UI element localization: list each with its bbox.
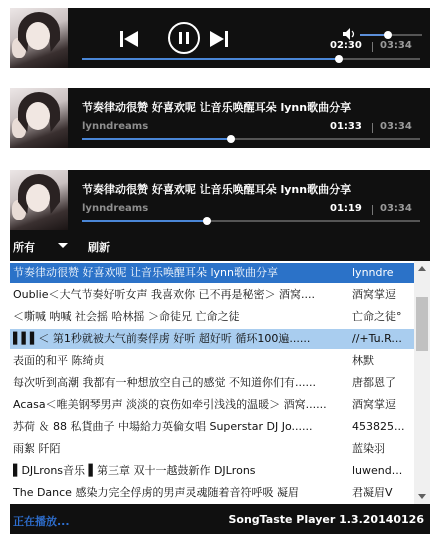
chevron-down-icon[interactable] bbox=[58, 243, 68, 248]
total-time: 03:34 bbox=[380, 203, 412, 214]
album-thumbnail bbox=[10, 8, 68, 68]
refresh-button[interactable]: 刷新 bbox=[88, 241, 110, 254]
next-button[interactable] bbox=[208, 28, 230, 50]
playlist-row[interactable] bbox=[10, 461, 414, 481]
track-title: 雨絮 阡陌 bbox=[13, 442, 61, 455]
album-thumbnail bbox=[10, 88, 68, 148]
track-title: 苏荷 ＆ 88 私貨曲子 中場給力英倫女唱 Superstar DJ Jo...... bbox=[13, 420, 313, 433]
playlist-row[interactable] bbox=[10, 439, 414, 459]
filter-dropdown[interactable]: 所有 bbox=[13, 241, 35, 254]
status-bar bbox=[10, 504, 430, 534]
playlist-row[interactable] bbox=[10, 373, 414, 393]
track-title: 节奏律动很赞 好喜欢呢 让音乐唤醒耳朵 lynn歌曲分享 bbox=[13, 266, 278, 279]
track-artist: //+Tu.R... bbox=[352, 332, 402, 345]
track-title: ＜嘶喊 呐喊 社会摇 哈林摇 ＞命徒兄 亡命之徒 bbox=[13, 310, 240, 323]
playlist-menu-bar bbox=[10, 230, 430, 260]
time-divider bbox=[372, 42, 373, 52]
playlist-row[interactable] bbox=[10, 307, 414, 327]
playlist-row[interactable] bbox=[10, 483, 414, 503]
progress-handle[interactable] bbox=[335, 55, 343, 63]
playlist-row[interactable] bbox=[10, 329, 414, 349]
song-title: 节奏律动很赞 好喜欢呢 让音乐唤醒耳朵 lynn歌曲分享 bbox=[82, 101, 352, 114]
playlist-scrollbar[interactable] bbox=[414, 261, 430, 504]
track-title: ▌▌▌＜ 第1秒就被大气前奏俘虏 好听 超好听 循环100遍...... bbox=[13, 332, 311, 345]
playlist-row[interactable] bbox=[10, 263, 414, 283]
playlist-row[interactable] bbox=[10, 395, 414, 415]
track-artist: 君凝眉V bbox=[352, 486, 393, 499]
scroll-down-icon[interactable] bbox=[418, 494, 426, 499]
time-divider bbox=[372, 123, 373, 133]
playlist-row[interactable] bbox=[10, 351, 414, 371]
track-artist: 亡命之徒° bbox=[352, 310, 402, 323]
player-full-controls bbox=[10, 8, 430, 68]
current-time: 02:30 bbox=[330, 40, 362, 51]
progress-bar[interactable] bbox=[82, 138, 420, 140]
progress-handle[interactable] bbox=[203, 217, 211, 225]
track-artist: luwend... bbox=[352, 464, 403, 477]
progress-bar[interactable] bbox=[82, 58, 420, 60]
track-title: The Dance 感染力完全俘虏的男声灵魂随着音符呼吸 凝眉 bbox=[13, 486, 299, 499]
next-icon bbox=[208, 28, 230, 50]
progress-handle[interactable] bbox=[227, 135, 235, 143]
playback-status: 正在播放... bbox=[13, 515, 70, 528]
pause-button[interactable] bbox=[168, 22, 200, 54]
playlist-row[interactable] bbox=[10, 285, 414, 305]
track-artist: 酒窝掌逗 bbox=[352, 398, 396, 411]
time-divider bbox=[372, 205, 373, 215]
track-artist: 酒窝掌逗 bbox=[352, 288, 396, 301]
album-thumbnail bbox=[10, 170, 68, 230]
track-artist: 453825... bbox=[352, 420, 405, 433]
current-time: 01:33 bbox=[330, 121, 362, 132]
current-time: 01:19 bbox=[330, 203, 362, 214]
player-with-playlist bbox=[10, 170, 430, 534]
scrollbar-thumb[interactable] bbox=[416, 297, 428, 351]
scroll-up-icon[interactable] bbox=[418, 266, 426, 271]
previous-icon bbox=[118, 28, 140, 50]
volume-slider[interactable] bbox=[360, 34, 422, 36]
track-title: ▌DJLrons音乐 ▌第三章 双十一越鼓新作 DJLrons bbox=[13, 464, 256, 477]
player-mini bbox=[10, 88, 430, 148]
playlist-row[interactable] bbox=[10, 417, 414, 437]
track-artist: 蓝染羽 bbox=[352, 442, 385, 455]
progress-fill bbox=[82, 220, 207, 222]
track-artist: 唐都恩了 bbox=[352, 376, 396, 389]
song-artist: lynndreams bbox=[82, 121, 149, 132]
track-title: Acasa＜唯美钢琴男声 淡淡的哀伤如牵引浅浅的温暖＞ 酒窝...... bbox=[13, 398, 327, 411]
volume-icon[interactable] bbox=[342, 27, 356, 41]
track-title: Oublie＜大气节奏好听女声 我喜欢你 已不再是秘密＞ 酒窝.... bbox=[13, 288, 315, 301]
progress-bar[interactable] bbox=[82, 220, 420, 222]
track-artist: 林默 bbox=[352, 354, 374, 367]
pause-icon bbox=[177, 31, 191, 45]
volume-handle[interactable] bbox=[384, 31, 392, 39]
track-artist: lynndre bbox=[352, 266, 394, 279]
total-time: 03:34 bbox=[380, 121, 412, 132]
track-title: 每次听到高潮 我都有一种想放空自己的感觉 不知道你们有...... bbox=[13, 376, 316, 389]
playlist bbox=[10, 261, 430, 504]
song-artist: lynndreams bbox=[82, 203, 149, 214]
previous-button[interactable] bbox=[118, 28, 140, 50]
song-title: 节奏律动很赞 好喜欢呢 让音乐唤醒耳朵 lynn歌曲分享 bbox=[82, 183, 352, 196]
app-version: SongTaste Player 1.3.20140126 bbox=[228, 513, 424, 526]
progress-fill bbox=[82, 138, 231, 140]
total-time: 03:34 bbox=[380, 40, 412, 51]
track-title: 表面的和平 陈绮贞 bbox=[13, 354, 105, 367]
progress-fill bbox=[82, 58, 339, 60]
